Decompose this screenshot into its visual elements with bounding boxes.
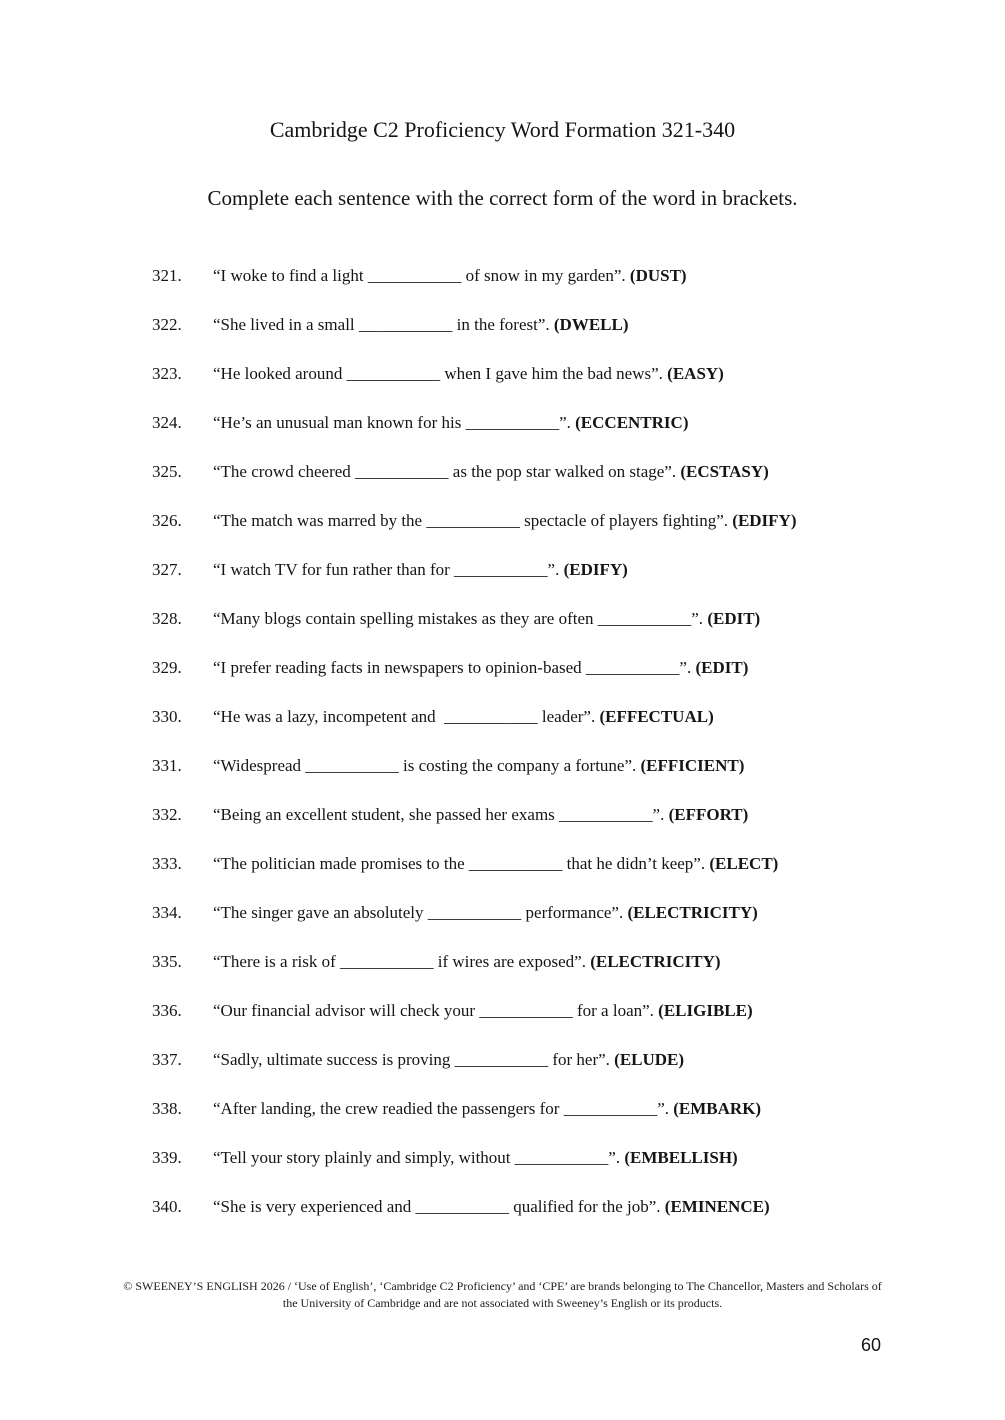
exercise-item — [152, 1048, 965, 1072]
item-word: (ECSTASY) — [680, 462, 769, 481]
exercise-item — [152, 460, 965, 484]
copyright-line-1: © SWEENEY’S ENGLISH 2026 / ‘Use of English’, ‘Cambridge C2 Proficiency’ and ‘CPE’ are brands belonging to The Chancellor, Masters and Scholars of — [123, 1279, 882, 1293]
item-word: (ELIGIBLE) — [658, 1001, 753, 1020]
item-sentence — [213, 1146, 738, 1170]
item-number: 322. — [152, 315, 182, 334]
item-sentence-text: “He looked around ___________ when I gave him the bad news”. — [213, 364, 663, 383]
item-word: (ELUDE) — [614, 1050, 685, 1069]
exercise-item — [152, 1097, 965, 1121]
item-sentence-text: “She lived in a small ___________ in the forest”. — [213, 315, 550, 334]
item-number: 321. — [152, 266, 182, 285]
item-sentence — [213, 950, 721, 974]
exercise-item — [152, 1195, 965, 1219]
item-number: 329. — [152, 658, 182, 677]
item-sentence-text: “She is very experienced and ___________ qualified for the job”. — [213, 1197, 661, 1216]
item-sentence — [213, 1097, 761, 1121]
item-word: (EDIFY) — [563, 560, 628, 579]
item-sentence-text: “Our financial advisor will check your ___________ for a loan”. — [213, 1001, 654, 1020]
exercise-item — [152, 509, 965, 533]
item-sentence-text: “The politician made promises to the ___________ that he didn’t keep”. — [213, 854, 706, 873]
item-sentence — [213, 999, 753, 1023]
item-sentence — [213, 901, 758, 925]
instructions-text: Complete each sentence with the correct form of the word in brackets. — [207, 186, 798, 210]
exercise-items-list — [0, 264, 1005, 1219]
item-sentence — [213, 1195, 770, 1219]
item-number: 328. — [152, 609, 182, 628]
item-word: (EFFECTUAL) — [599, 707, 714, 726]
copyright-footer — [23, 1278, 983, 1312]
exercise-item — [152, 705, 965, 729]
item-sentence — [213, 264, 687, 288]
item-number: 332. — [152, 805, 182, 824]
item-sentence — [213, 754, 744, 778]
exercise-item — [152, 754, 965, 778]
item-number: 334. — [152, 903, 182, 922]
exercise-item — [152, 607, 965, 631]
item-sentence-text: “There is a risk of ___________ if wires are exposed”. — [213, 952, 586, 971]
item-word: (DWELL) — [553, 315, 629, 334]
copyright-line-2: the University of Cambridge and are not associated with Sweeney’s English or its products. — [282, 1296, 723, 1310]
item-sentence — [213, 607, 760, 631]
item-word: (EASY) — [667, 364, 724, 383]
item-sentence-text: “He’s an unusual man known for his ___________”. — [213, 413, 571, 432]
item-number: 335. — [152, 952, 182, 971]
item-word: (EFFORT) — [668, 805, 749, 824]
exercise-item — [152, 950, 965, 974]
item-sentence — [213, 1048, 684, 1072]
item-word: (EMBARK) — [673, 1099, 762, 1118]
exercise-item — [152, 362, 965, 386]
item-sentence — [213, 313, 629, 337]
item-sentence — [213, 558, 628, 582]
item-sentence-text: “I woke to find a light ___________ of snow in my garden”. — [213, 266, 626, 285]
item-sentence — [213, 852, 778, 876]
item-number: 326. — [152, 511, 182, 530]
item-word: (EMBELLISH) — [624, 1148, 738, 1167]
item-sentence-text: “The singer gave an absolutely ___________ performance”. — [213, 903, 624, 922]
page-title: Cambridge C2 Proficiency Word Formation 321-340 — [269, 117, 736, 142]
item-number: 336. — [152, 1001, 182, 1020]
item-word: (EFFICIENT) — [640, 756, 745, 775]
item-number: 338. — [152, 1099, 182, 1118]
item-sentence-text: “He was a lazy, incompetent and ___________ leader”. — [213, 707, 596, 726]
item-sentence — [213, 509, 797, 533]
item-sentence-text: “Sadly, ultimate success is proving ___________ for her”. — [213, 1050, 610, 1069]
item-sentence — [213, 803, 748, 827]
item-sentence — [213, 656, 748, 680]
item-sentence — [213, 460, 769, 484]
exercise-item — [152, 264, 965, 288]
exercise-item — [152, 656, 965, 680]
item-number: 337. — [152, 1050, 182, 1069]
page-number: 60 — [860, 1335, 881, 1355]
item-word: (EMINENCE) — [664, 1197, 770, 1216]
exercise-item — [152, 901, 965, 925]
item-number: 324. — [152, 413, 182, 432]
item-word: (EDIT) — [695, 658, 749, 677]
item-sentence-text: “I prefer reading facts in newspapers to opinion-based ___________”. — [213, 658, 692, 677]
item-sentence-text: “Widespread ___________ is costing the company a fortune”. — [213, 756, 637, 775]
exercise-item — [152, 411, 965, 435]
item-number: 339. — [152, 1148, 182, 1167]
item-sentence-text: “Many blogs contain spelling mistakes as they are often ___________”. — [213, 609, 704, 628]
item-sentence-text: “The crowd cheered ___________ as the pop star walked on stage”. — [213, 462, 677, 481]
item-word: (ELECTRICITY) — [590, 952, 721, 971]
item-word: (EDIFY) — [732, 511, 797, 530]
item-number: 340. — [152, 1197, 182, 1216]
item-sentence-text: “After landing, the crew readied the passengers for ___________”. — [213, 1099, 670, 1118]
item-sentence — [213, 705, 714, 729]
item-number: 323. — [152, 364, 182, 383]
item-word: (ELECTRICITY) — [627, 903, 758, 922]
exercise-item — [152, 1146, 965, 1170]
item-sentence-text: “Tell your story plainly and simply, without ___________”. — [213, 1148, 621, 1167]
item-word: (DUST) — [629, 266, 687, 285]
item-number: 325. — [152, 462, 182, 481]
exercise-item — [152, 313, 965, 337]
item-number: 327. — [152, 560, 182, 579]
exercise-item — [152, 803, 965, 827]
exercise-item — [152, 558, 965, 582]
item-sentence — [213, 362, 724, 386]
exercise-item — [152, 852, 965, 876]
item-word: (ELECT) — [709, 854, 779, 873]
exercise-item — [152, 999, 965, 1023]
item-word: (EDIT) — [707, 609, 761, 628]
item-sentence-text: “Being an excellent student, she passed her exams ___________”. — [213, 805, 665, 824]
item-number: 331. — [152, 756, 182, 775]
item-word: (ECCENTRIC) — [575, 413, 689, 432]
item-sentence-text: “I watch TV for fun rather than for ___________”. — [213, 560, 560, 579]
item-sentence-text: “The match was marred by the ___________ spectacle of players fighting”. — [213, 511, 729, 530]
item-sentence — [213, 411, 688, 435]
item-number: 333. — [152, 854, 182, 873]
item-number: 330. — [152, 707, 182, 726]
